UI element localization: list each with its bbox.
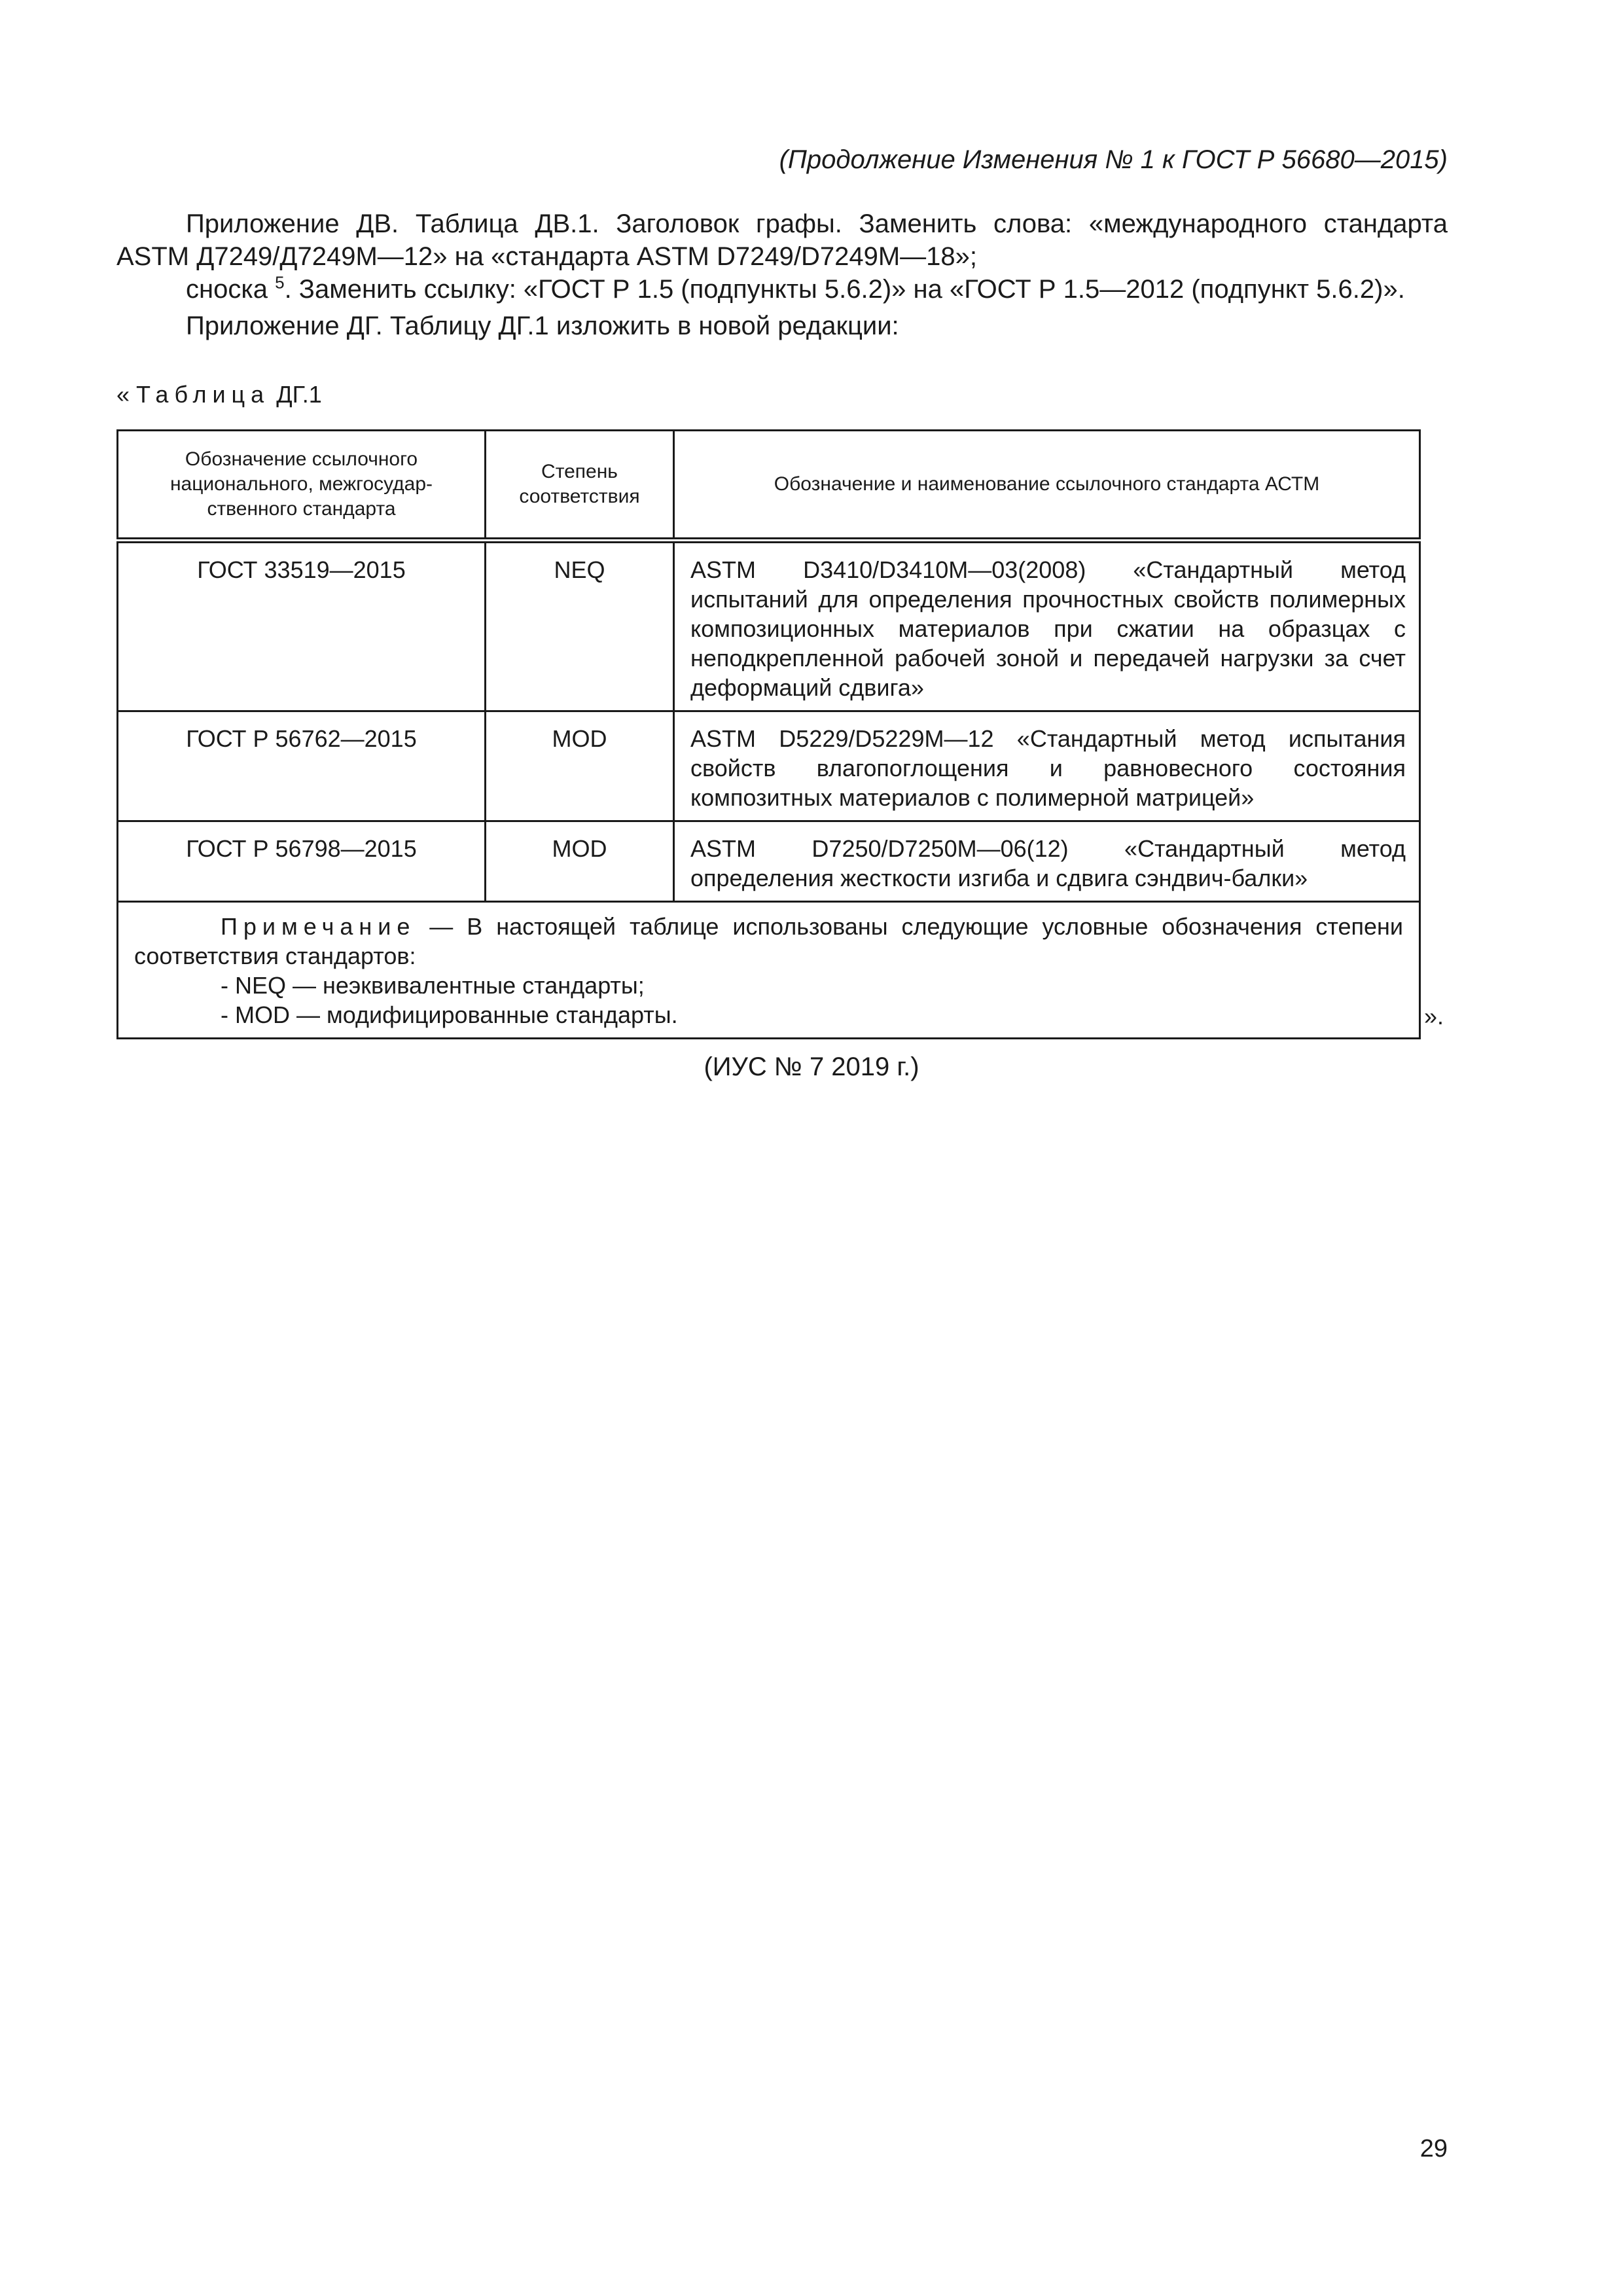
footnote-number: 5 <box>275 272 285 293</box>
table-note-row <box>118 902 1420 1039</box>
note-text: — В настоящей таблице использованы следующие условные обозначения степени соответствия стандартов: <box>134 913 1403 969</box>
paragraph-footnote-amendment <box>116 274 1448 305</box>
standards-table <box>116 429 1421 1039</box>
ius-reference: (ИУС № 7 2019 г.) <box>704 1052 919 1081</box>
header-correspondence-degree <box>486 431 674 541</box>
cell-degree: MOD <box>486 711 674 821</box>
header-astm-designation: Обозначение и наименование ссылочного стандарта АСТМ <box>674 431 1420 541</box>
closing-quote: ». <box>1424 1003 1444 1030</box>
table-row <box>118 711 1420 821</box>
table-row <box>118 821 1420 902</box>
table-header-row <box>118 431 1420 541</box>
cell-gost: ГОСТ 33519—2015 <box>118 541 486 711</box>
page-number: 29 <box>1419 2135 1448 2162</box>
table-caption-number: ДГ.1 <box>276 381 322 408</box>
paragraph-amendment-dv-line2: ASTM Д7249/Д7249М—12» на «стандарта ASTM D7249/D7249M—18»; <box>116 242 977 271</box>
note-intro <box>134 912 1403 971</box>
footnote-text: . Заменить ссылку: «ГОСТ Р 1.5 (подпункты 5.6.2)» на «ГОСТ Р 1.5—2012 (подпункт 5.6.2)». <box>284 275 1405 304</box>
footnote-prefix: сноска <box>186 275 268 304</box>
cell-astm: ASTM D7250/D7250M—06(12) «Стандартный метод определения жесткости изгиба и сдвига сэндвич-балки» <box>674 821 1420 902</box>
table-row <box>118 541 1420 711</box>
cell-gost: ГОСТ Р 56762—2015 <box>118 711 486 821</box>
paragraph-amendment-dv-line1: Приложение ДВ. Таблица ДВ.1. Заголовок графы. Заменить слова: «международного стандарта <box>186 209 1448 238</box>
header-gost-line: национального, межгосудар- <box>169 473 433 495</box>
note-label: Примечание <box>221 913 416 940</box>
header-gost-line: Обозначение ссылочного <box>185 448 418 470</box>
header-degree-line: соответствия <box>519 486 640 507</box>
table-caption-quote: « <box>116 381 130 408</box>
cell-degree: MOD <box>486 821 674 902</box>
table-note <box>118 902 1420 1039</box>
header-gost-designation <box>118 431 486 541</box>
note-item-mod: - MOD — модифицированные стандарты. <box>221 1001 678 1028</box>
cell-astm: ASTM D5229/D5229M—12 «Стандартный метод испытания свойств влагопоглощения и равновесного состояния композитных материалов с полимерной матрицей» <box>674 711 1420 821</box>
cell-astm: ASTM D3410/D3410M—03(2008) «Стандартный метод испытаний для определения прочностных свойств полимерных композиционных материалов при сжатии на образцах с неподкрепленной рабочей зоной и передачей нагрузки за счет деформаций сдвига» <box>674 541 1420 711</box>
cell-degree: NEQ <box>486 541 674 711</box>
running-header: (Продолжение Изменения № 1 к ГОСТ Р 56680—2015) <box>779 145 1448 174</box>
paragraph-amendment-dg: Приложение ДГ. Таблицу ДГ.1 изложить в новой редакции: <box>186 312 899 340</box>
note-item-neq: - NEQ — неэквивалентные стандарты; <box>221 972 645 999</box>
table-caption <box>116 381 322 408</box>
header-gost-line: ственного стандарта <box>207 498 396 520</box>
cell-gost: ГОСТ Р 56798—2015 <box>118 821 486 902</box>
table-caption-word: Таблица <box>136 381 270 408</box>
header-degree-line: Степень <box>541 461 618 482</box>
